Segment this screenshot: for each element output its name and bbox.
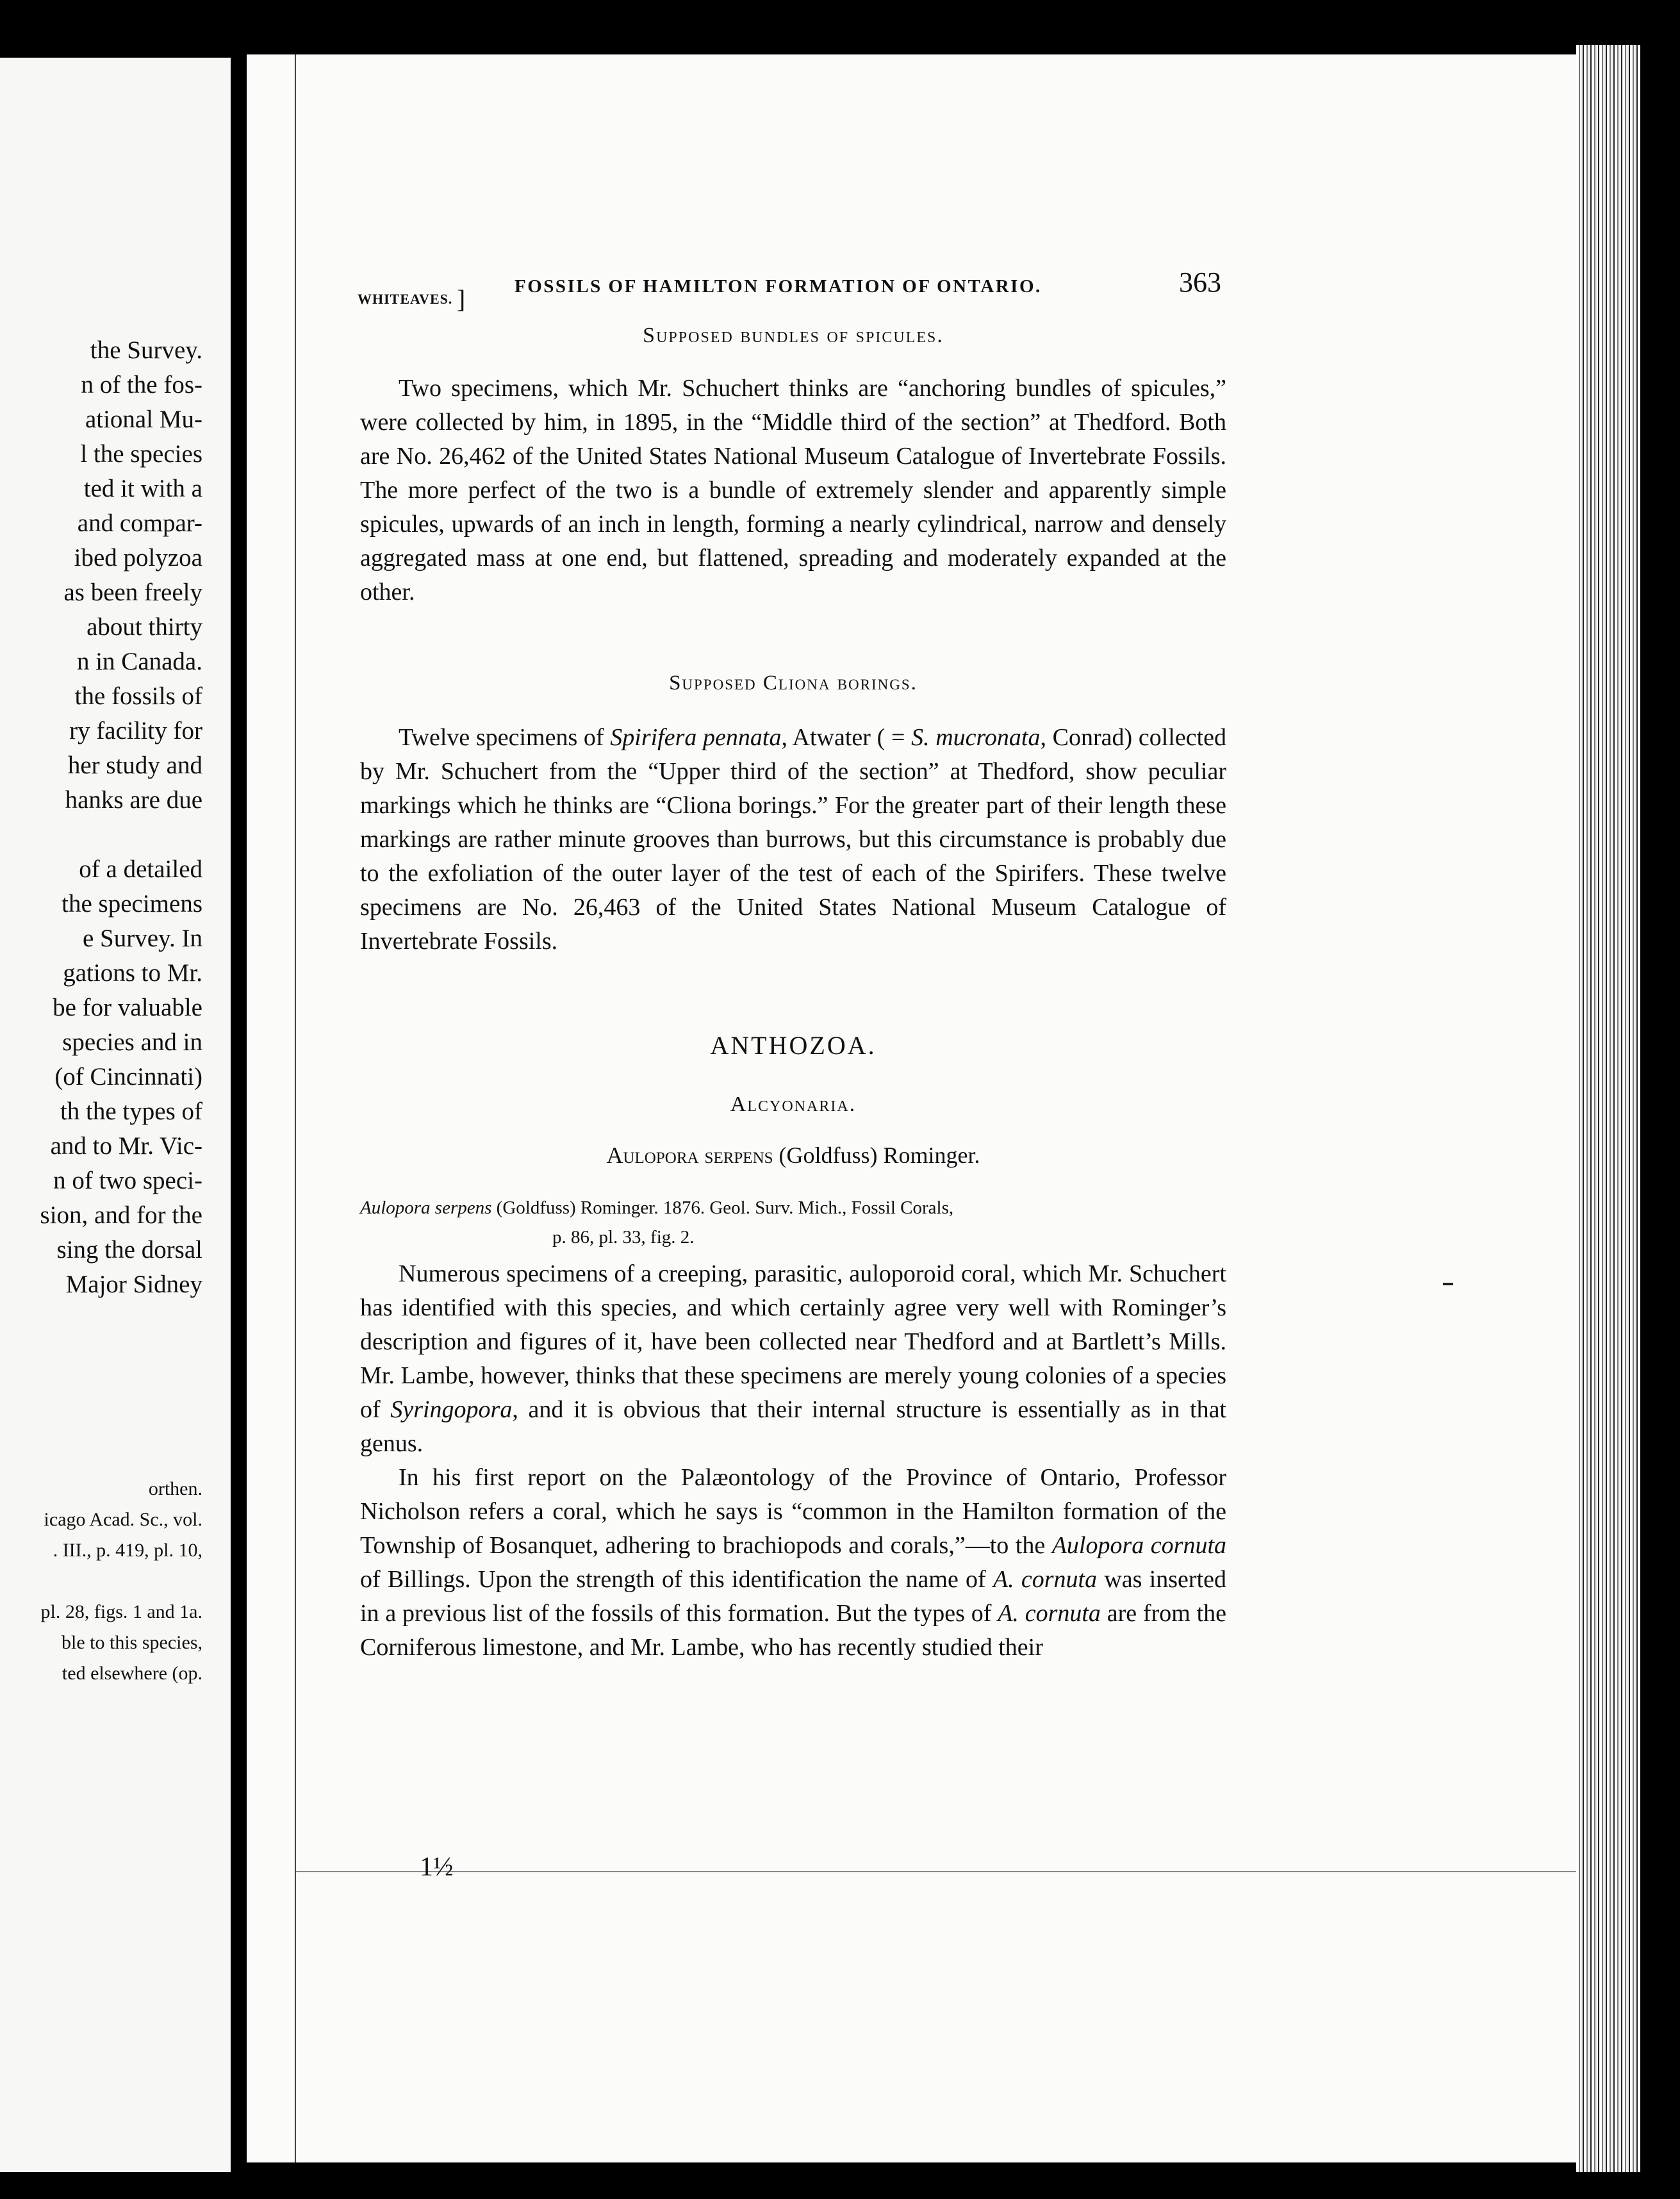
facing-page-line: e Survey. In: [82, 925, 202, 952]
paragraph-aulopora-1: Numerous specimens of a creeping, parasitic, auloporoid coral, which Mr. Schuchert has identified with this species, and which certainly agree very well with Rominger’s description and figures of it, have been collected near Thedford and at Bartlett’s Mills. Mr. Lambe, however, thinks that these specimens are merely young colonies of a species of Syringopora, and it is obvious that their internal structure is essentially as in that genus.: [360, 1260, 1226, 1457]
facing-page-line: icago Acad. Sc., vol.: [44, 1509, 202, 1530]
species-spirifera-pennata: Spirifera pennata: [610, 724, 782, 751]
facing-page-line: n in Canada.: [76, 648, 202, 675]
facing-page-line: n of the fos-: [81, 371, 202, 399]
page-number: 363: [1179, 267, 1221, 298]
paragraph-aulopora-2: In his first report on the Palæontology of the Province of Ontario, Professor Nicholson refers a coral, which he says is “common in the Hamilton formation of the Township of Bosanquet, adhering to brachiopods and corals,”—to the Aulopora cornuta of Billings. Upon the strength of this identification the name of A. cornuta was inserted in a previous list of the fossils of this formation. But the types of A. cornuta are from the Corniferous limestone, and Mr. Lambe, who has recently studied their: [360, 1464, 1226, 1661]
heading-aulopora-serpens: Aulopora serpens (Goldfuss) Rominger.: [606, 1142, 980, 1168]
heading-supposed-bundles: Supposed bundles of spicules.: [643, 324, 944, 347]
synonymy-citation: Aulopora serpens (Goldfuss) Rominger. 1876. Geol. Surv. Mich., Fossil Corals, p. 86, pl. 33, fig. 2.: [360, 1198, 954, 1248]
section-cliona: [360, 721, 1226, 959]
facing-page-line: about thirty: [86, 613, 202, 641]
facing-page-line: the fossils of: [74, 682, 202, 710]
facing-page-line: [0, 818, 231, 852]
facing-page-line: ted elsewhere (op.: [62, 1663, 202, 1684]
facing-page-line: species and in: [62, 1028, 202, 1056]
facing-page-text-upper: [0, 333, 231, 1302]
paragraph-cliona: Twelve specimens of Spirifera pennata, Atwater ( = S. mucronata, Conrad) collected by Mr. Schuchert from the “Upper third of the section” at Thedford, show peculiar markings which he thinks are “Cliona borings.” For the greater part of their length these markings are rather minute grooves than burrows, but this circumstance is probably due to the exfoliation of the outer layer of the test of each of the Spirifers. These twelve specimens are No. 26,463 of the United States National Museum Catalogue of Invertebrate Fossils.: [360, 724, 1226, 955]
section-bundles: [360, 372, 1226, 609]
species-s-mucronata: S. mucronata: [911, 724, 1041, 751]
running-header-author: WHITEAVES. ]: [358, 284, 466, 313]
facing-page-line: gations to Mr.: [63, 959, 202, 987]
running-header: [358, 267, 1229, 313]
facing-page-line: n of two speci-: [53, 1167, 202, 1194]
facing-page-line: pl. 28, figs. 1 and 1a.: [40, 1601, 202, 1622]
facing-page-line: ibed polyzoa: [74, 544, 202, 572]
page-edges: [1576, 45, 1640, 2172]
facing-page-text-lower: [0, 1474, 231, 1689]
facing-page-line: ted it with a: [83, 475, 202, 502]
facing-page-line: . III., p. 419, pl. 10,: [53, 1540, 202, 1561]
facing-page-line: orthen.: [148, 1478, 202, 1499]
facing-page-line: ational Mu-: [85, 406, 202, 433]
facing-page-line: of a detailed: [79, 855, 202, 883]
facing-page-line: ry facility for: [69, 717, 202, 745]
bottom-margin-line: [296, 1871, 1576, 1872]
facing-page-line: the Survey.: [90, 336, 202, 364]
facing-page-line: (of Cincinnati): [54, 1063, 202, 1091]
facing-page-line: th the types of: [60, 1098, 202, 1125]
facing-page-line: sion, and for the: [40, 1201, 202, 1229]
facing-page-line: her study and: [67, 752, 202, 779]
facing-page-line: hanks are due: [65, 786, 202, 814]
heading-alcyonaria: Alcyonaria.: [730, 1092, 857, 1116]
facing-page-line: [0, 1566, 231, 1597]
paragraph-bundles: Two specimens, which Mr. Schuchert thinks are “anchoring bundles of spicules,” were collected by him, in 1895, in the “Middle third of the section” at Thedford. Both are No. 26,462 of the United States National Museum Catalogue of Invertebrate Fossils. The more perfect of the two is a bundle of extremely slender and apparently simple spicules, upwards of an inch in length, forming a nearly cylindrical, narrow and densely aggregated mass at one end, but flattened, spreading and moderately expanded at the other.: [360, 375, 1226, 605]
book-gutter: [231, 0, 247, 2199]
facing-page-line: as been freely: [63, 579, 202, 606]
section-aulopora: [360, 1257, 1226, 1665]
inner-margin-line: [295, 54, 296, 2162]
scan-speck: [1443, 1283, 1453, 1285]
facing-page-line: the specimens: [62, 890, 202, 918]
heading-anthozoa: ANTHOZOA.: [710, 1031, 877, 1060]
facing-page-line: sing the dorsal: [56, 1236, 202, 1264]
facing-page-line: and compar-: [77, 509, 202, 537]
facing-page-line: l the species: [80, 440, 202, 468]
running-header-title: FOSSILS OF HAMILTON FORMATION OF ONTARIO.: [515, 276, 1042, 297]
facing-page-line: be for valuable: [53, 994, 202, 1021]
facing-page-line: and to Mr. Vic-: [50, 1132, 202, 1160]
facing-page-line: Major Sidney: [65, 1271, 202, 1298]
signature-mark: 1½: [420, 1852, 454, 1882]
heading-supposed-cliona: Supposed Cliona borings.: [669, 671, 918, 695]
facing-page-line: ble to this species,: [62, 1632, 202, 1653]
